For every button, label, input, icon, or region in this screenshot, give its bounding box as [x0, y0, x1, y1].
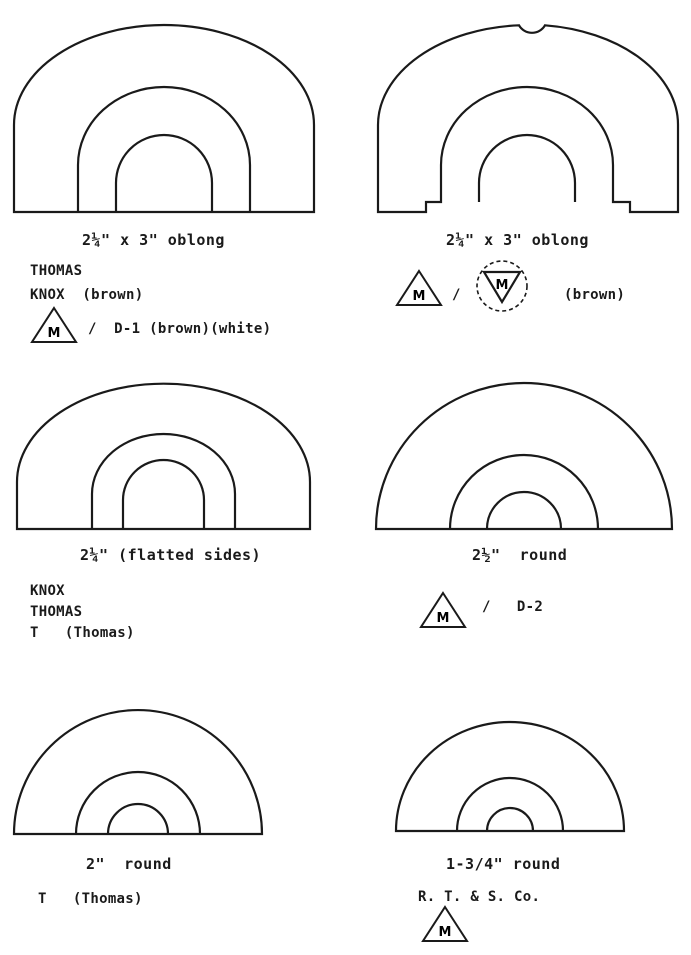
insulator-1-oblong-outline	[14, 25, 314, 212]
circled-inverted-triangle-m-icon	[474, 258, 530, 314]
triangle-m-letter: M	[438, 925, 452, 940]
insulator-5-inner-hole	[108, 804, 168, 834]
triangle-m-icon	[394, 268, 444, 308]
insulator-3-mark-t-thomas: T (Thomas)	[30, 625, 135, 641]
triangle-m-icon	[418, 590, 468, 630]
insulator-2-mark-slash: /	[452, 287, 461, 303]
insulator-5-mark-t-thomas: T (Thomas)	[38, 891, 143, 907]
insulator-6-inner-hole	[487, 808, 533, 831]
insulator-6-round-outline	[396, 722, 624, 831]
insulator-1-inner-hole	[116, 135, 212, 212]
insulator-1-mark-thomas: THOMAS	[30, 263, 83, 279]
insulator-4-caption: 2½" round	[472, 546, 568, 564]
insulator-6-mark-rts-co: R. T. & S. Co.	[418, 889, 541, 905]
triangle-m-letter: M	[436, 611, 450, 626]
insulator-2-mark-brown: (brown)	[564, 287, 626, 303]
triangle-m-icon	[420, 904, 470, 944]
inverted-triangle-m-letter: M	[495, 278, 509, 293]
insulator-1-mark-knox: KNOX (brown)	[30, 287, 144, 303]
insulator-4-inner-hole	[487, 492, 561, 529]
triangle-m-letter: M	[412, 289, 426, 304]
triangle-m-letter: M	[47, 326, 61, 341]
triangle-m-icon	[29, 305, 79, 345]
insulator-3-caption: 2¼" (flatted sides)	[80, 546, 262, 564]
insulator-2-caption: 2¼" x 3" oblong	[446, 231, 589, 249]
insulator-3-middle-ring	[92, 434, 235, 529]
insulator-2-oblong-outline	[378, 25, 678, 212]
insulator-6-caption: 1-3/4" round	[446, 855, 561, 873]
insulator-3-mark-thomas: THOMAS	[30, 604, 83, 620]
insulator-3-flatted-outline	[17, 384, 310, 529]
insulator-4-mark-d2: / D-2	[482, 599, 544, 615]
insulator-6-middle-ring	[457, 778, 563, 831]
insulator-1-mark-d1: / D-1 (brown)(white)	[88, 321, 272, 337]
insulator-1-caption: 2¼" x 3" oblong	[82, 231, 225, 249]
insulator-3-mark-knox: KNOX	[30, 583, 65, 599]
insulator-3-inner-hole	[123, 460, 204, 529]
insulator-2-inner-hole	[479, 135, 575, 202]
insulator-1-middle-ring	[78, 87, 250, 212]
insulator-5-caption: 2" round	[86, 855, 172, 873]
